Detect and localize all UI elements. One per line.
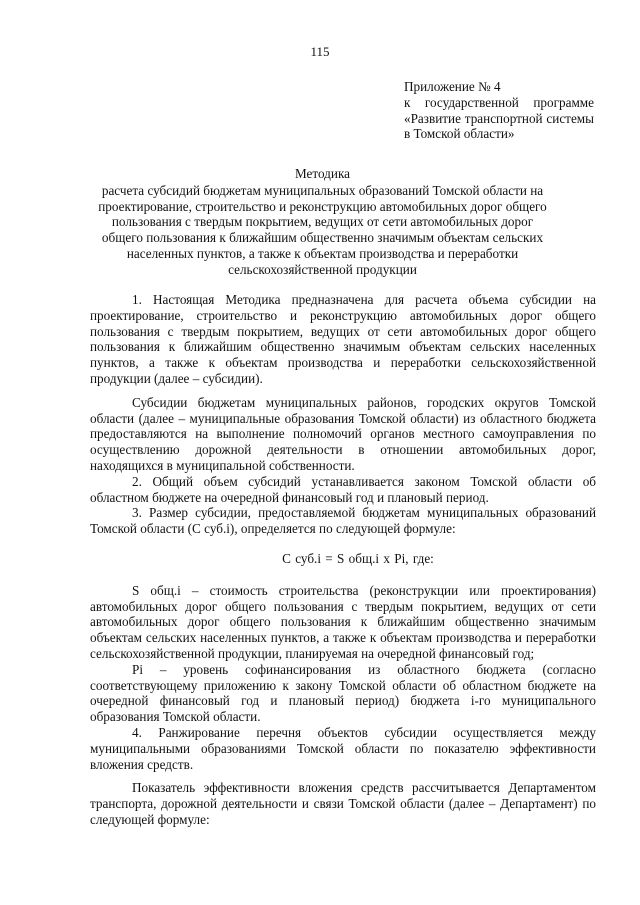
appendix-line: в Томской области» [404, 126, 515, 142]
document-body [90, 292, 596, 828]
paragraph-2: Субсидии бюджетам муниципальных районов, городских округов Томской области (далее – муниципальные образования Томской области) из областного бюджета предоставляются на выполнение полномочий органов местного самоуправления по осуществлению дорожной деятельности в отношении автомобильных дорог, находящихся в муниципальной собственности. [90, 394, 596, 473]
paragraph-3: 2. Общий объем субсидий устанавливается законом Томской области об областном бюджете на очередной финансовый год и плановый период. [90, 473, 596, 505]
document-title [90, 166, 555, 278]
appendix-line: Приложение № 4 [404, 79, 501, 94]
paragraph-7: 4. Ранжирование перечня объектов субсидии осуществляется между муниципальными образованиями Томской области по показателю эффективности вложения средств. [90, 724, 596, 772]
appendix-header [404, 79, 594, 142]
formula: С суб.i = S общ.i х Pi, где: [282, 550, 434, 566]
paragraph-8: Показатель эффективности вложения средств рассчитывается Департаментом транспорта, дорожной деятельности и связи Томской области (далее – Департамент) по следующей формуле: [90, 780, 596, 827]
appendix-line: «Развитие транспортной системы [404, 110, 594, 126]
appendix-line: к государственной программе [404, 94, 594, 110]
paragraph-1: 1. Настоящая Методика предназначена для расчета объема субсидии на проектирование, строительство и реконструкцию автомобильных дорог общего пользования с твердым покрытием, ведущих от сети автомобильных дорог общего пользования к ближайшим общественно значимым объектам сельских населенных пунктов, а также к объектам производства и переработки сельскохозяйственной продукции (далее – субсидии). [90, 292, 596, 386]
paragraph-4: 3. Размер субсидии, предоставляемой бюджетам муниципальных образований Томской области (С суб.i), определяется по следующей формуле: [90, 505, 596, 537]
title-subtitle: расчета субсидий бюджетам муниципальных образований Томской области на проектирование, строительство и реконструкцию автомобильных дорог общего пользования с твердым покрытием, ведущих от сети автомобильных дорог общего пользования к ближайшим общественно значимым объектам сельских населенных пунктов, а также к объектам производства и переработки сельскохозяйственной продукции [98, 182, 547, 277]
title-heading: Методика [294, 166, 351, 181]
paragraph-5: S общ.i – стоимость строительства (реконструкции или проектирования) автомобильных дорог общего пользования с твердым покрытием, ведущих от сети автомобильных дорог общего пользования к ближайшим общественно значимым объектам сельских населенных пунктов, а также к объектам производства и переработки сельскохозяйственной продукции, планируемая на очередной финансовый год; [90, 582, 596, 661]
page-number: 115 [310, 44, 330, 59]
paragraph-6: Pi – уровень софинансирования из областного бюджета (согласно соответствующему приложению к закону Томской области об областном бюджете на очередной финансовый год и плановый период) бюджета i-го муниципального образования Томской области. [90, 661, 596, 725]
